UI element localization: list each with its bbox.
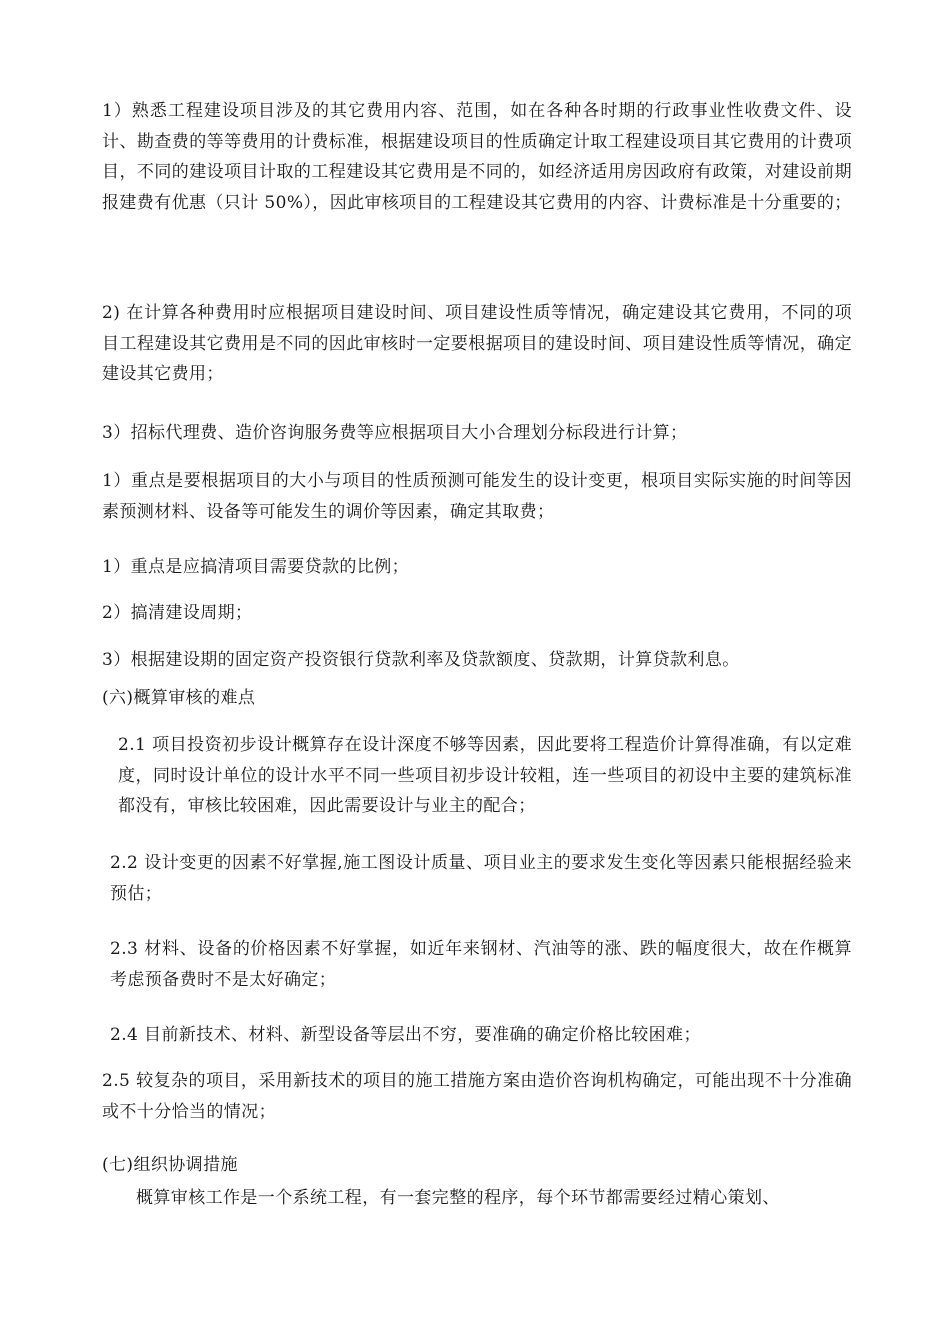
paragraph-design-change-forecast: 1）重点是要根据项目的大小与项目的性质预测可能发生的设计变更，根项目实际实施的时间等因素预测材料、设备等可能发生的调价等因素，确定其取费； — [102, 471, 852, 522]
paragraph-coordination-intro: 概算审核工作是一个系统工程，有一套完整的程序，每个环节都需要经过精心策划、 — [136, 1188, 780, 1208]
paragraph-difficulty-2-1: 2.1 项目投资初步设计概算存在设计深度不够等因素，因此要将工程造价计算得准确，有以定难度，同时设计单位的设计水平不同一些项目初步设计较粗，连一些项目的初设中主要的建筑标准都没有，审核比较困难，因此需要设计与业主的配合； — [118, 735, 852, 817]
paragraph-bidding-agency-fee: 3）招标代理费、造价咨询服务费等应根据项目大小合理划分标段进行计算； — [102, 423, 688, 443]
paragraph-loan-interest: 3）根据建设期的固定资产投资银行贷款利率及贷款额度、贷款期，计算贷款利息。 — [102, 650, 740, 670]
paragraph-difficulty-2-3: 2.3 材料、设备的价格因素不好掌握，如近年来钢材、汽油等的涨、跌的幅度很大，故在作概算考虑预备费时不是太好确定； — [110, 939, 852, 990]
paragraph-loan-ratio: 1）重点是应搞清项目需要贷款的比例； — [102, 557, 410, 577]
paragraph-other-fees-scope: 1）熟悉工程建设项目涉及的其它费用内容、范围，如在各种各时期的行政事业性收费文件、设计、勘查费的等等费用的计费标准，根据建设项目的性质确定计取工程建设项目其它费用的计费项目，不同的建设项目计取的工程建设其它费用是不同的，如经济适用房因政府有政策，对建设前期报建费有优惠（只计 50%），因此审核项目的工程建设其它费用的内容、计费标准是十分重要的； — [102, 101, 852, 213]
paragraph-difficulty-2-5: 2.5 较复杂的项目，采用新技术的项目的施工措施方案由造价咨询机构确定，可能出现不十分准确或不十分恰当的情况； — [102, 1071, 852, 1122]
paragraph-difficulty-2-4: 2.4 目前新技术、材料、新型设备等层出不穷，要准确的确定价格比较困难； — [110, 1025, 701, 1045]
paragraph-construction-period: 2）搞清建设周期； — [102, 603, 253, 623]
section-heading-difficulties: (六)概算审核的难点 — [102, 688, 256, 708]
section-heading-coordination: (七)组织协调措施 — [102, 1155, 238, 1175]
paragraph-difficulty-2-2: 2.2 设计变更的因素不好掌握,施工图设计质量、项目业主的要求发生变化等因素只能根据经验来预估； — [110, 853, 852, 904]
paragraph-fee-by-project-time: 2) 在计算各种费用时应根据项目建设时间、项目建设性质等情况，确定建设其它费用，不同的项目工程建设其它费用是不同的因此审核时一定要根据项目的建设时间、项目建设性质等情况，确定建设其它费用； — [102, 303, 852, 385]
